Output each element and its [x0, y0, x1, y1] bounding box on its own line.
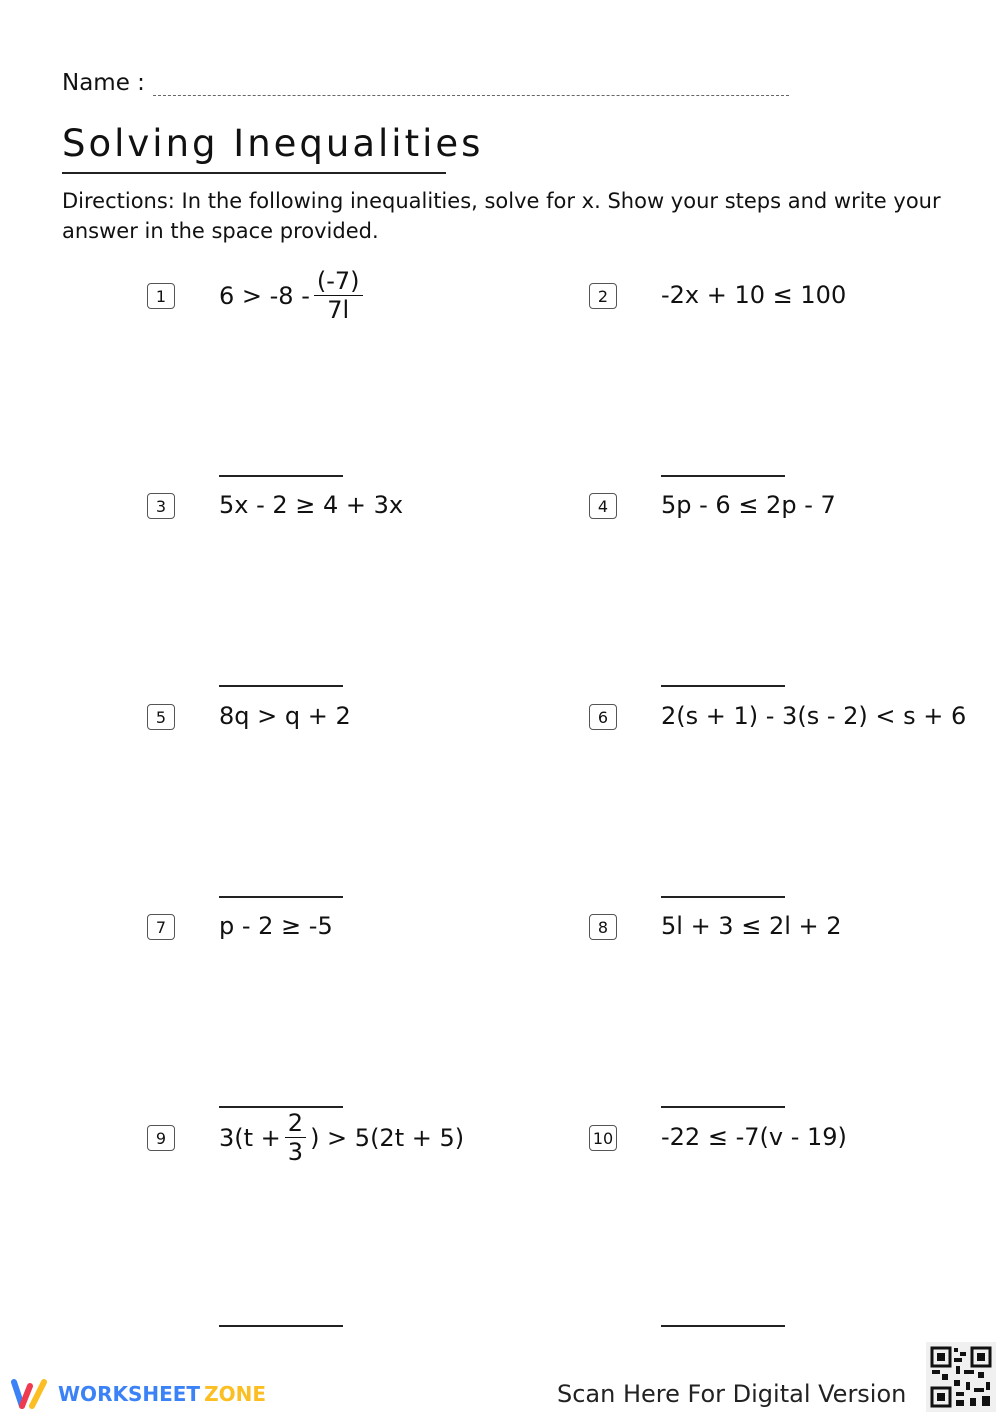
qr-code-icon	[926, 1342, 996, 1412]
brand-part1: WORKSHEET	[58, 1382, 201, 1406]
title-underline	[62, 172, 446, 174]
answer-line-9[interactable]	[219, 1325, 343, 1327]
problem-expression: -22 ≤ -7(v - 19)	[661, 1123, 847, 1151]
problem-6	[589, 702, 967, 730]
problem-expression: 5l + 3 ≤ 2l + 2	[661, 912, 842, 940]
page-title: Solving Inequalities	[62, 122, 484, 165]
problem-4	[589, 491, 836, 519]
answer-line-8[interactable]	[661, 1106, 785, 1108]
problem-7	[147, 912, 333, 940]
answer-line-4[interactable]	[661, 685, 785, 687]
problem-number: 10	[589, 1125, 617, 1151]
answer-line-3[interactable]	[219, 685, 343, 687]
answer-line-5[interactable]	[219, 896, 343, 898]
problem-10	[589, 1123, 847, 1151]
w-logo-icon	[10, 1378, 50, 1410]
problem-number: 2	[589, 283, 617, 309]
numerator: (-7)	[314, 269, 363, 296]
problem-8	[589, 912, 842, 940]
brand-part2: ZONE	[204, 1382, 266, 1406]
problem-number: 7	[147, 914, 175, 940]
problem-5	[147, 702, 351, 730]
problem-3	[147, 491, 404, 519]
problem-expression: 5p - 6 ≤ 2p - 7	[661, 491, 836, 519]
directions: Directions: In the following inequalities, solve for x. Show your steps and write your answer in the space provided.	[62, 189, 941, 243]
worksheet-zone-logo[interactable]	[10, 1378, 266, 1410]
answer-line-7[interactable]	[219, 1106, 343, 1108]
answer-line-1[interactable]	[219, 475, 343, 477]
name-line[interactable]	[153, 75, 789, 96]
problem-9	[147, 1109, 465, 1166]
problem-2	[589, 281, 847, 309]
problem-number: 4	[589, 493, 617, 519]
denominator: 7l	[327, 296, 350, 324]
problem-expression	[219, 269, 367, 322]
problem-number: 1	[147, 283, 175, 309]
problem-number: 3	[147, 493, 175, 519]
fraction	[314, 269, 363, 322]
numerator: 2	[285, 1111, 306, 1138]
answer-line-6[interactable]	[661, 896, 785, 898]
answer-line-10[interactable]	[661, 1325, 785, 1327]
problem-number: 5	[147, 704, 175, 730]
qr-code[interactable]	[926, 1342, 996, 1412]
problem-number: 8	[589, 914, 617, 940]
problem-number: 6	[589, 704, 617, 730]
name-field[interactable]	[62, 70, 789, 96]
problem-expression: p - 2 ≥ -5	[219, 912, 333, 940]
expr-part: 6 > -8 -	[219, 281, 310, 310]
expr-part: ) > 5(2t + 5)	[310, 1123, 465, 1152]
problem-expression	[219, 1111, 464, 1164]
expr-part: 3(t +	[219, 1123, 281, 1152]
name-label: Name :	[62, 70, 145, 96]
problem-expression: 8q > q + 2	[219, 702, 351, 730]
problem-expression: 5x - 2 ≥ 4 + 3x	[219, 491, 404, 519]
problem-1	[147, 267, 360, 324]
fraction	[285, 1111, 306, 1164]
answer-line-2[interactable]	[661, 475, 785, 477]
scan-text: Scan Here For Digital Version	[557, 1380, 907, 1408]
problem-number: 9	[147, 1125, 175, 1151]
denominator: 3	[287, 1138, 304, 1166]
problem-expression: -2x + 10 ≤ 100	[661, 281, 847, 309]
problem-expression: 2(s + 1) - 3(s - 2) < s + 6	[661, 702, 967, 730]
